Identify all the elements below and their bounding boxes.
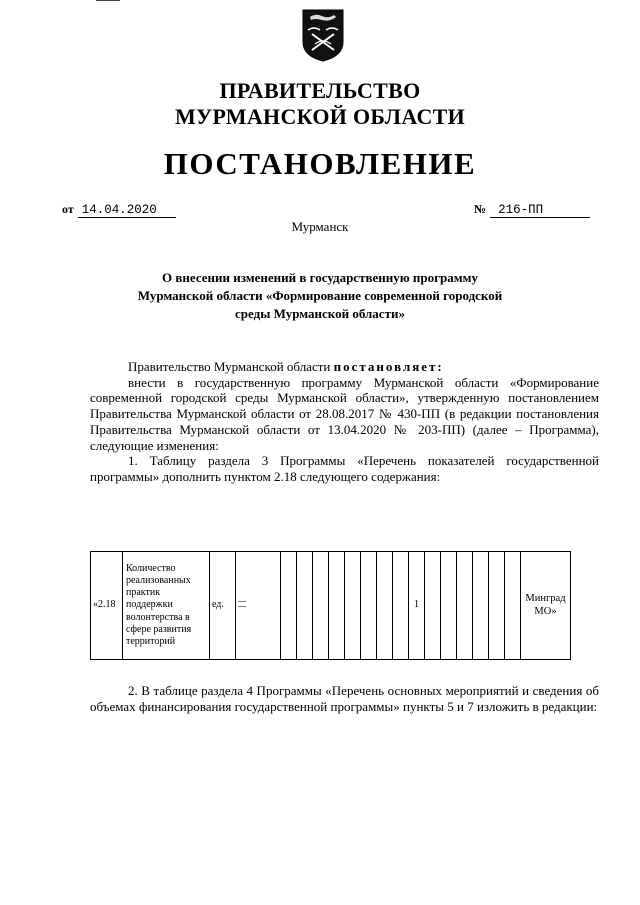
- paragraph-amendments: внести в государственную программу Мурманской области «Формирование современной городской среды Мурманской области», утвержденную постановлением Правительства Мурманской области от 28.08.2017 № 430-ПП (в редакции постановления Правительства Мурманской области от 13.04.2020 № 203-ПП) (далее – Программа), следующие изменения:: [90, 374, 599, 453]
- date-label: от: [62, 202, 74, 216]
- indicator-table: [90, 551, 571, 660]
- indicator-name: Количество реализованных практик поддержки волонтерства в сфере развития территорий: [123, 552, 210, 660]
- city: Мурманск: [291, 219, 349, 234]
- document-type-title: ПОСТАНОВЛЕНИЕ: [163, 146, 477, 181]
- empty-cell: [361, 552, 377, 660]
- paragraph-item-2: 2. В таблице раздела 4 Программы «Перечень основных мероприятий и сведения об объемах финансирования государственной программы» пункты 5 и 7 изложить в редакции:: [90, 683, 599, 714]
- empty-cell: [425, 552, 441, 660]
- number-label: №: [474, 202, 487, 216]
- intro-prefix: Правительство Мурманской области: [128, 359, 334, 374]
- government-title-line2: МУРМАНСКОЙ ОБЛАСТИ: [174, 104, 466, 129]
- subject-heading: [90, 269, 550, 323]
- value-cell: 1: [409, 552, 425, 660]
- empty-cell: [297, 552, 313, 660]
- body-text: [90, 359, 599, 485]
- intro-paragraph: [90, 359, 599, 375]
- number-line: [474, 200, 590, 218]
- date-line: [62, 200, 176, 218]
- empty-cell: [473, 552, 489, 660]
- intro-decrees: постановляет:: [333, 359, 444, 374]
- government-title-line1: ПРАВИТЕЛЬСТВО: [219, 78, 421, 103]
- murmansk-coat-of-arms-icon: [300, 8, 346, 62]
- empty-cell: [393, 552, 409, 660]
- empty-cell: [377, 552, 393, 660]
- responsible-cell: Минград МО»: [521, 552, 571, 660]
- empty-cell: [313, 552, 329, 660]
- empty-cell: [281, 552, 297, 660]
- subject-line1: О внесении изменений в государственную программу: [162, 270, 478, 285]
- paragraph-item-1: 1. Таблицу раздела 3 Программы «Перечень показателей государственной программы» дополнить пунктом 2.18 следующего содержания:: [90, 453, 599, 484]
- trend-cell: [236, 552, 281, 660]
- date-value: 14.04.2020: [78, 203, 176, 218]
- table-row: [91, 552, 571, 660]
- equals-icon: [238, 601, 246, 607]
- number-value: 216-ПП: [490, 203, 590, 218]
- subject-line3: среды Мурманской области»: [235, 306, 405, 321]
- top-scan-line: [96, 0, 120, 1]
- subject-line2: Мурманской области «Формирование современной городской: [137, 288, 503, 303]
- unit-cell: ед.: [210, 552, 236, 660]
- empty-cell: [441, 552, 457, 660]
- empty-cell: [345, 552, 361, 660]
- empty-cell: [489, 552, 505, 660]
- empty-cell: [457, 552, 473, 660]
- empty-cell: [505, 552, 521, 660]
- row-number: «2.18: [91, 552, 123, 660]
- empty-cell: [329, 552, 345, 660]
